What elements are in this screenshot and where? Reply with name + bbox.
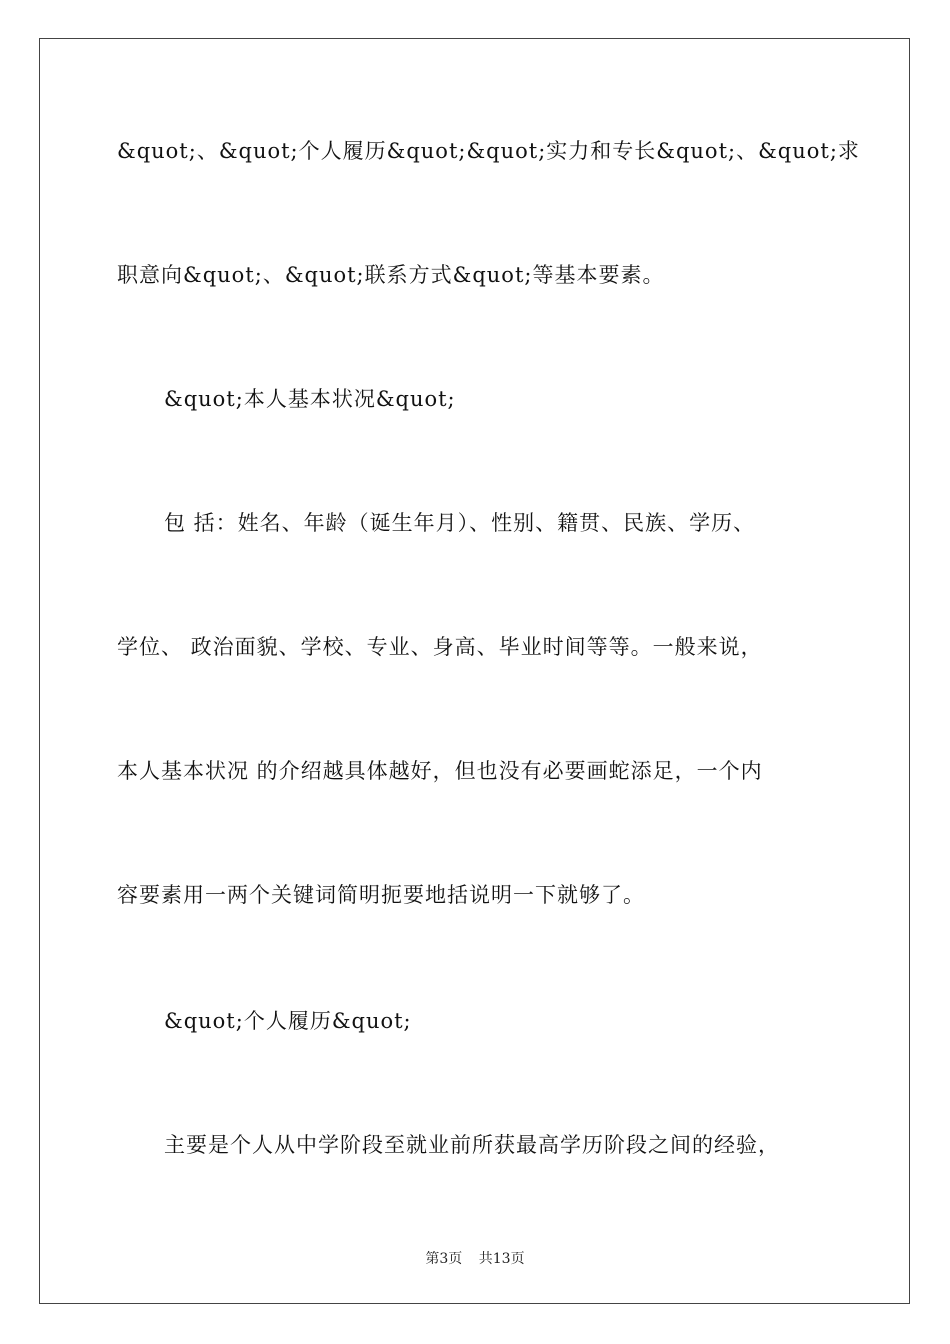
text-line-2: 职意向&quot;、&quot;联系方式&quot;等基本要素。	[117, 263, 665, 287]
text-line-5: 学位、 政治面貌、学校、专业、身高、毕业时间等等。一般来说，	[117, 635, 763, 659]
section-heading-basic-info: &quot;本人基本状况&quot;	[164, 387, 456, 411]
page-footer	[0, 1248, 950, 1268]
text-line-7: 容要素用一两个关键词简明扼要地括说明一下就够了。	[117, 883, 645, 907]
page-frame	[39, 38, 910, 1304]
total-pages: 共13页	[478, 1251, 525, 1267]
text-line-9: 主要是个人从中学阶段至就业前所获最高学历阶段之间的经验，	[164, 1133, 780, 1157]
section-heading-resume: &quot;个人履历&quot;	[164, 1009, 412, 1033]
text-line-4: 包 括：姓名、年龄（诞生年月）、性别、籍贯、民族、学历、	[164, 511, 756, 535]
page-number: 第3页	[425, 1251, 463, 1267]
text-line-1: &quot;、&quot;个人履历&quot;&quot;实力和专长&quot;、&quot;求	[117, 139, 860, 163]
text-line-6: 本人基本状况 的介绍越具体越好，但也没有必要画蛇添足，一个内	[117, 759, 763, 783]
